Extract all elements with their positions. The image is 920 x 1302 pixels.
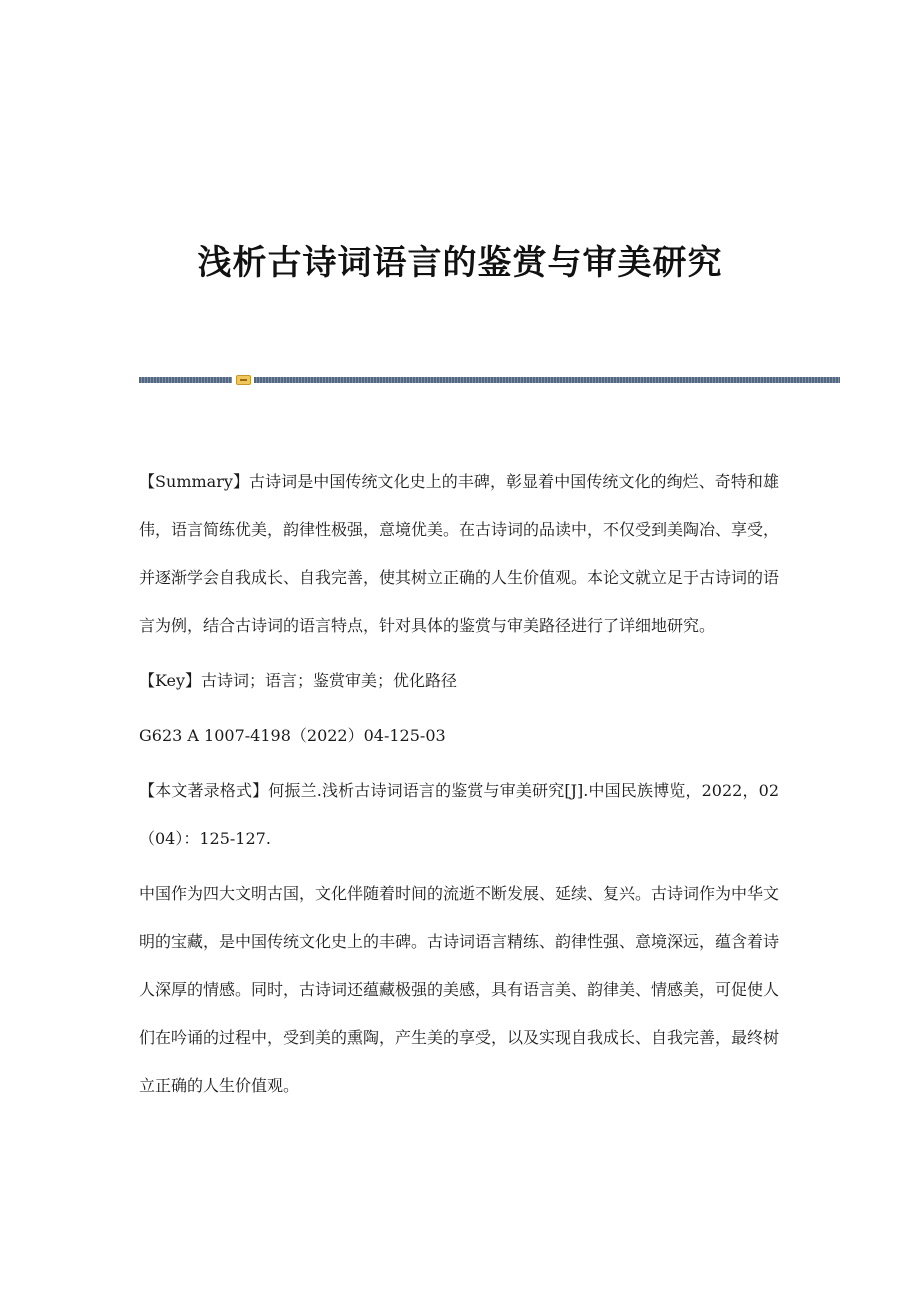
divider-bar-left xyxy=(139,377,232,383)
citation-paragraph: 【本文著录格式】何振兰.浅析古诗词语言的鉴赏与审美研究[J].中国民族博览，2022，02（04）：125-127. xyxy=(139,781,779,848)
keywords-paragraph: 【Key】古诗词；语言；鉴赏审美；优化路径 xyxy=(139,671,458,690)
document-body xyxy=(139,458,779,1110)
page-title: 浅析古诗词语言的鉴赏与审美研究 xyxy=(197,242,723,283)
divider-ornament-icon xyxy=(236,375,251,385)
divider-bar-right xyxy=(254,377,840,383)
summary-paragraph: 【Summary】古诗词是中国传统文化史上的丰碑，彰显着中国传统文化的绚烂、奇特和雄伟，语言简练优美，韵律性极强，意境优美。在古诗词的品读中，不仅受到美陶冶、享受，并逐渐学会自我成长、自我完善，使其树立正确的人生价值观。本论文就立足于古诗词的语言为例，结合古诗词的语言特点，针对具体的鉴赏与审美路径进行了详细地研究。 xyxy=(139,472,780,635)
classification-line: G623 A 1007-4198（2022）04-125-03 xyxy=(139,726,446,745)
body-paragraph: 中国作为四大文明古国，文化伴随着时间的流逝不断发展、延续、复兴。古诗词作为中华文明的宝藏，是中国传统文化史上的丰碑。古诗词语言精练、韵律性强、意境深远，蕴含着诗人深厚的情感。同时，古诗词还蕴藏极强的美感，具有语言美、韵律美、情感美，可促使人们在吟诵的过程中，受到美的熏陶，产生美的享受，以及实现自我成长、自我完善，最终树立正确的人生价值观。 xyxy=(139,884,780,1095)
title-divider xyxy=(139,375,840,385)
